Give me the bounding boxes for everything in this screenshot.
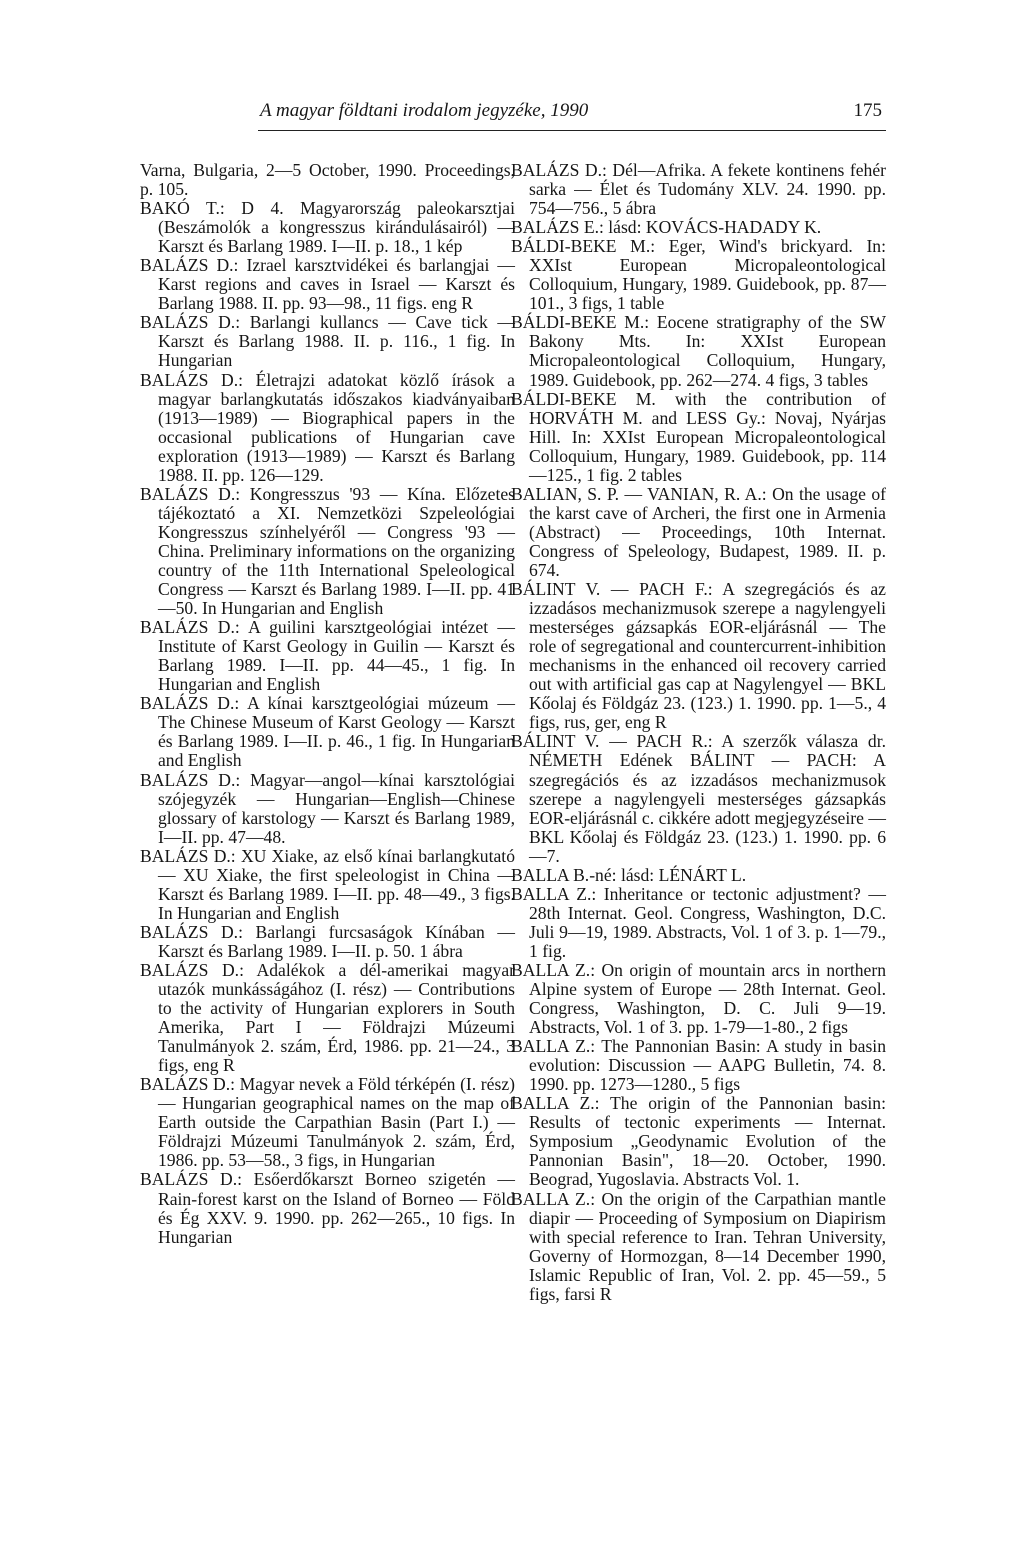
bibliography-entry: BÁLDI-BEKE M.: Eger, Wind's brickyard. In: XXIst European Micropaleontological Colloquium, Hungary, 1989. Guidebook, pp. 87—101., 3 figs, 1 table [511,236,886,314]
bibliography-entry: BALÁZS D.: Barlangi kullancs — Cave tick — Karszt és Barlang 1988. II. p. 116., 1 fig. In Hungarian [140,312,515,371]
bibliography-entry: BALÁZS D.: Magyar nevek a Föld térképén (I. rész) — Hungarian geographical names on the map of Earth outside the Carpathian Basin (Part I.) — Földrajzi Múzeumi Tanulmányok 2. szám, Érd, 1986. pp. 53—58., 3 figs, in Hungarian [140,1074,515,1171]
bibliography-entry: BÁLDI-BEKE M.: Eocene stratigraphy of the SW Bakony Mts. In: XXIst European Micropaleontological Colloquium, Hungary, 1989. Guidebook, pp. 262—274. 4 figs, 3 tables [511,312,886,390]
running-head [254,100,886,130]
bibliography-entry: BALIAN, S. P. — VANIAN, R. A.: On the usage of the karst cave of Archeri, the first one in Armenia (Abstract) — Proceedings, 10th Internat. Congress of Speleology, Budapest, 1989. II. p. 674. [511,483,886,580]
bibliography-entry: BALLA Z.: On origin of mountain arcs in northern Alpine system of Europe — 28th Internat. Geol. Congress, Washington, D. C. Juli 9—19. Abstracts, Vol. 1 of 3. pp. 1-79—1-80., 2 figs [511,959,886,1038]
running-head-title: A magyar földtani irodalom jegyzéke, 1990 [260,100,589,121]
page-number: 175 [853,100,882,121]
bibliography-entry: BALÁZS D.: A guilini karsztgeológiai intézet — Institute of Karst Geology in Guilin — Karszt és Barlang 1989. I—II. pp. 44—45., 1 fig. In Hungarian and English [140,617,515,695]
bibliography-entry: BÁLDI-BEKE M. with the contribution of HORVÁTH M. and LESS Gy.: Novaj, Nyárjas Hill. In: XXIst European Micropaleontological Colloquium, Hungary, 1989. Guidebook, pp. 114—125., 1 fig. 2 tables [511,388,886,485]
bibliography-entry: BALÁZS D.: Esőerdőkarszt Borneo szigetén — Rain-forest karst on the Island of Borneo — Föld és Ég XXV. 9. 1990. pp. 262—265., 10 figs. In Hungarian [140,1169,515,1247]
left-column [140,161,515,1247]
bibliography-entry: BALÁZS D.: Barlangi furcsaságok Kínában — Karszt és Barlang 1989. I—II. p. 50. 1 ábra [140,921,515,961]
bibliography-entry: BALLA B.-né: lásd: LÉNÁRT L. [511,864,747,885]
bibliography-entry: BALLA Z.: The Pannonian Basin: A study in basin evolution: Discussion — AAPG Bulletin, 74. 8. 1990. pp. 1273—1280., 5 figs [511,1036,886,1095]
bibliography-entry: BALÁZS D.: Magyar—angol—kínai karsztológiai szójegyzék — Hungarian—English—Chinese glossary of karstology — Karszt és Barlang 1989, I—II. pp. 47—48. [140,769,515,847]
right-column [511,161,886,1304]
bibliography-entry: Varna, Bulgaria, 2—5 October, 1990. Proceedings, p. 105. [140,160,515,200]
bibliography-entry: BALLA Z.: Inheritance or tectonic adjustment? — 28th Internat. Geol. Congress, Washington, D.C. Juli 9—19, 1989. Abstracts, Vol. 1 of 3. p. 1—79., 1 fig. [511,883,886,961]
bibliography-entry: BALÁZS E.: lásd: KOVÁCS-HADADY K. [511,217,822,238]
bibliography-entry: BALÁZS D.: Izrael karsztvidékei és barlangjai — Karst regions and caves in Israel — Karszt és Barlang 1988. II. pp. 93—98., 11 figs. eng R [140,255,515,314]
bibliography-entry: BALÁZS D.: Kongresszus '93 — Kína. Előzetes tájékoztató a XI. Nemzetközi Szpeleológiai Kongresszus színhelyéről — Congress '93 — China. Preliminary informations on the organizing country of the 11th International Speleological Congress — Karszt és Barlang 1989. I—II. pp. 41—50. In Hungarian and English [140,483,515,619]
bibliography-entry: BALÁZS D.: A kínai karsztgeológiai múzeum — The Chinese Museum of Karst Geology — Karszt és Barlang 1989. I—II. p. 46., 1 fig. In Hungarian and English [140,693,515,771]
bibliography-entry: BÁLINT V. — PACH R.: A szerzők válasza dr. NÉMETH Edének BÁLINT — PACH: A szegregációs és az izzadásos mechanizmusok szerepe a nagylengyeli mesterséges gázsapkás EOR-eljárásnál c. cikkére adott megjegyzéseire — BKL Kőolaj és Földgáz 23. (123.) 1. 1990. pp. 6—7. [511,731,886,866]
bibliography-entry: BALÁZS D.: Adalékok a dél-amerikai magyar utazók munkásságához (I. rész) — Contributions to the activity of Hungarian explorers in South Amerika, Part I — Földrajzi Múzeumi Tanulmányok 2. szám, Érd, 1986. pp. 21—24., 3 figs, eng R [140,959,515,1076]
bibliography-entry: BALÁZS D.: Dél—Afrika. A fekete kontinens fehér sarka — Élet és Tudomány XLV. 24. 1990. pp. 754—756., 5 ábra [511,160,886,219]
bibliography-entry: BAKÓ T.: D 4. Magyarország paleokarsztjai (Beszámolók a kongresszus kirándulásairól) — Karszt és Barlang 1989. I—II. p. 18., 1 kép [140,198,515,257]
bibliography-entry: BALÁZS D.: XU Xiake, az első kínai barlangkutató — XU Xiake, the first speleologist in China — Karszt és Barlang 1989. I—II. pp. 48—49., 3 figs. In Hungarian and English [140,845,515,923]
header-rule [258,130,886,131]
bibliography-entry: BALLA Z.: On the origin of the Carpathian mantle diapir — Proceeding of Symposium on Diapirism with special reference to Iran. Tehran University, Governy of Hormozgan, 8—14 December 1990, Islamic Republic of Iran, Vol. 2. pp. 45—59., 5 figs, farsi R [511,1188,886,1304]
bibliography-entry: BÁLINT V. — PACH F.: A szegregációs és az izzadásos mechanizmusok szerepe a nagylengyeli mesterséges gázsapkás EOR-eljárásnál — The role of segregational and countercurrent-inhibition mechanisms in the enhanced oil recovery carried out with artificial gas cap at Nagylengyel — BKL Kőolaj és Földgáz 23. (123.) 1. 1990. pp. 1—5., 4 figs, rus, ger, eng R [511,579,886,733]
bibliography-entry: BALLA Z.: The origin of the Pannonian basin: Results of tectonic experiments — Internat. Symposium „Geodynamic Evolution of the Pannonian Basin", 18—20. October, 1990. Beograd, Yugoslavia. Abstracts Vol. 1. [511,1093,886,1190]
bibliography-entry: BALÁZS D.: Életrajzi adatokat közlő írások a magyar barlangkutatás időszakos kiadványaiban (1913—1989) — Biographical papers in the occasional publications of Hungarian cave exploration (1913—1989) — Karszt és Barlang 1988. II. pp. 126—129. [140,369,515,485]
